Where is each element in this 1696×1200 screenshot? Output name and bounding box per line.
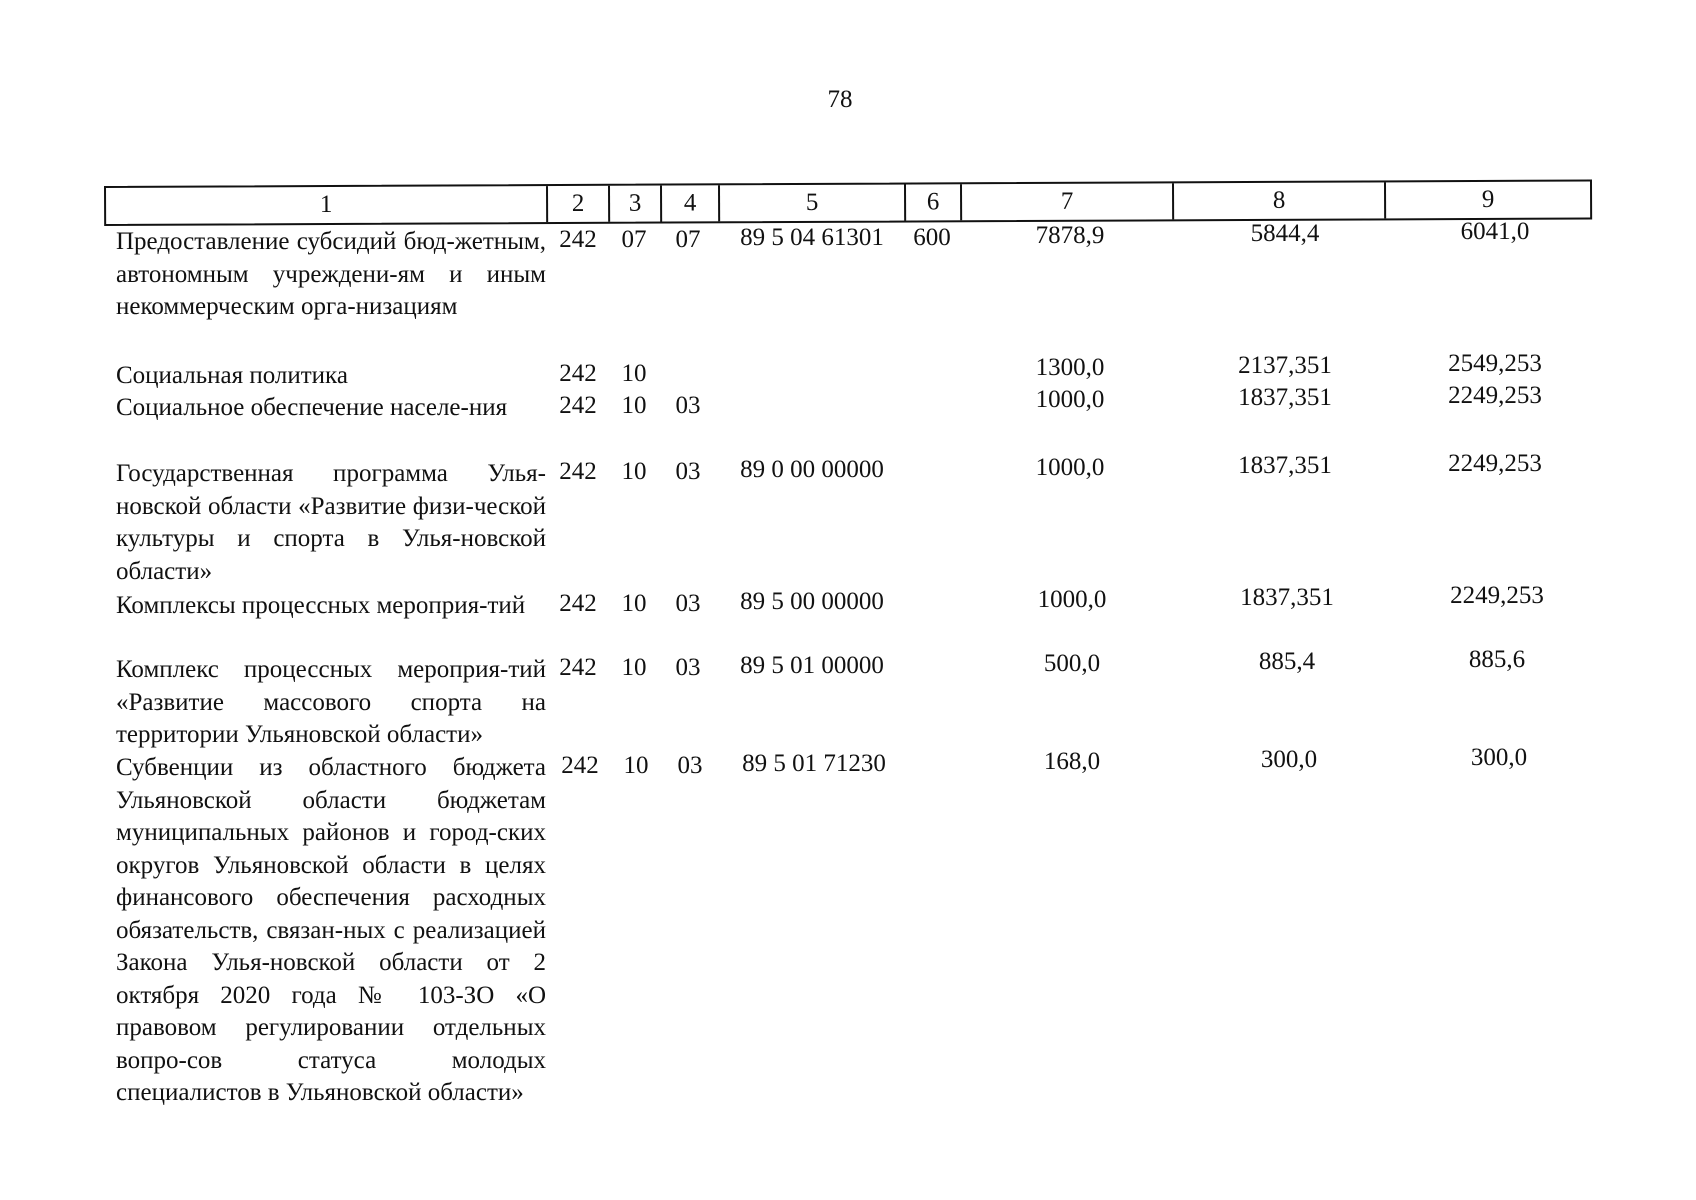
row-col-3: 10 bbox=[621, 458, 647, 485]
header-col-9: 9 bbox=[1481, 185, 1495, 213]
row-col-2: 242 bbox=[559, 226, 597, 253]
row-col-5: 89 5 01 71230 bbox=[742, 750, 886, 777]
header-col-6: 6 bbox=[906, 184, 962, 220]
row-col-8: 885,4 bbox=[1258, 648, 1316, 675]
row-col-8: 5844,4 bbox=[1250, 220, 1320, 247]
row-col-3: 10 bbox=[621, 590, 647, 617]
row-col-2: 242 bbox=[561, 752, 599, 779]
row-col-4: 03 bbox=[675, 392, 701, 419]
header-col-4: 4 bbox=[662, 185, 720, 221]
row-col-3: 07 bbox=[621, 226, 647, 253]
row-col-5: 89 5 01 00000 bbox=[740, 652, 884, 679]
row-col-8: 1837,351 bbox=[1238, 452, 1332, 479]
header-col-8: 8 bbox=[1174, 182, 1386, 219]
row-col-5: 89 0 00 00000 bbox=[740, 456, 884, 483]
row-col-2: 242 bbox=[559, 360, 597, 387]
row-col-7: 1000,0 bbox=[1035, 386, 1105, 413]
row-col-2: 242 bbox=[559, 458, 597, 485]
row-col-8: 1837,351 bbox=[1238, 384, 1332, 411]
row-col-2: 242 bbox=[559, 392, 597, 419]
row-name: Субвенции из областного бюджета Ульяновской области бюджетам муниципальных районов и город-ских округов Ульяновской области в целях финансового обеспечения расходных обязательств, связан-ных с реализацией Закона Улья-новской области от 2 октября 2020 года № 103-ЗО «О правовом регулировании отдельных вопро-сов статуса молодых специалистов в Ульяновской области» bbox=[116, 754, 546, 1106]
row-name: Социальная политика bbox=[116, 362, 348, 389]
row-col-6: 600 bbox=[913, 224, 951, 251]
row-col-9: 2549,253 bbox=[1448, 350, 1542, 377]
row-col-8: 2137,351 bbox=[1238, 352, 1332, 379]
table-header bbox=[104, 180, 1592, 226]
row-col-4: 03 bbox=[675, 458, 701, 485]
row-col-2: 242 bbox=[559, 590, 597, 617]
page-number: 78 bbox=[827, 86, 853, 113]
row-col-5: 89 5 00 00000 bbox=[740, 588, 884, 615]
row-col-9: 885,6 bbox=[1468, 646, 1526, 673]
row-name: Комплекс процессных мероприя-тий «Развитие массового спорта на территории Ульяновской области» bbox=[116, 656, 546, 748]
row-col-4: 03 bbox=[675, 654, 701, 681]
row-col-8: 300,0 bbox=[1260, 746, 1318, 773]
row-col-7: 1000,0 bbox=[1035, 454, 1105, 481]
row-col-9: 2249,253 bbox=[1448, 382, 1542, 409]
row-col-7: 500,0 bbox=[1043, 650, 1101, 677]
row-col-7: 1000,0 bbox=[1037, 586, 1107, 613]
row-name: Социальное обеспечение населе-ния bbox=[116, 394, 508, 421]
row-col-9: 300,0 bbox=[1470, 744, 1528, 771]
row-col-9: 2249,253 bbox=[1448, 450, 1542, 477]
row-col-2: 242 bbox=[559, 654, 597, 681]
row-col-5: 89 5 04 61301 bbox=[740, 224, 884, 251]
row-col-3: 10 bbox=[621, 360, 647, 387]
row-col-3: 10 bbox=[623, 752, 649, 779]
row-col-9: 2249,253 bbox=[1450, 582, 1544, 609]
header-col-1: 1 bbox=[106, 186, 548, 224]
row-col-9: 6041,0 bbox=[1460, 218, 1530, 245]
row-col-3: 10 bbox=[621, 392, 647, 419]
row-col-7: 1300,0 bbox=[1035, 354, 1105, 381]
row-col-7: 168,0 bbox=[1043, 748, 1101, 775]
header-col-2: 2 bbox=[548, 186, 610, 222]
row-name: Государственная программа Улья-новской области «Развитие физи-ческой культуры и спорта в Улья-новской области» bbox=[116, 460, 546, 585]
row-col-4: 07 bbox=[675, 226, 701, 253]
row-col-8: 1837,351 bbox=[1240, 584, 1334, 611]
header-col-3: 3 bbox=[610, 186, 662, 222]
row-col-4: 03 bbox=[675, 590, 701, 617]
row-col-7: 7878,9 bbox=[1035, 222, 1105, 249]
header-col-5: 5 bbox=[720, 185, 906, 222]
row-col-3: 10 bbox=[621, 654, 647, 681]
header-col-7: 7 bbox=[962, 183, 1174, 220]
row-col-4: 03 bbox=[677, 752, 703, 779]
row-name: Комплексы процессных мероприя-тий bbox=[116, 592, 526, 619]
row-name: Предоставление субсидий бюд-жетным, автономным учреждени-ям и иным некоммерческим орга-низациям bbox=[116, 228, 546, 320]
